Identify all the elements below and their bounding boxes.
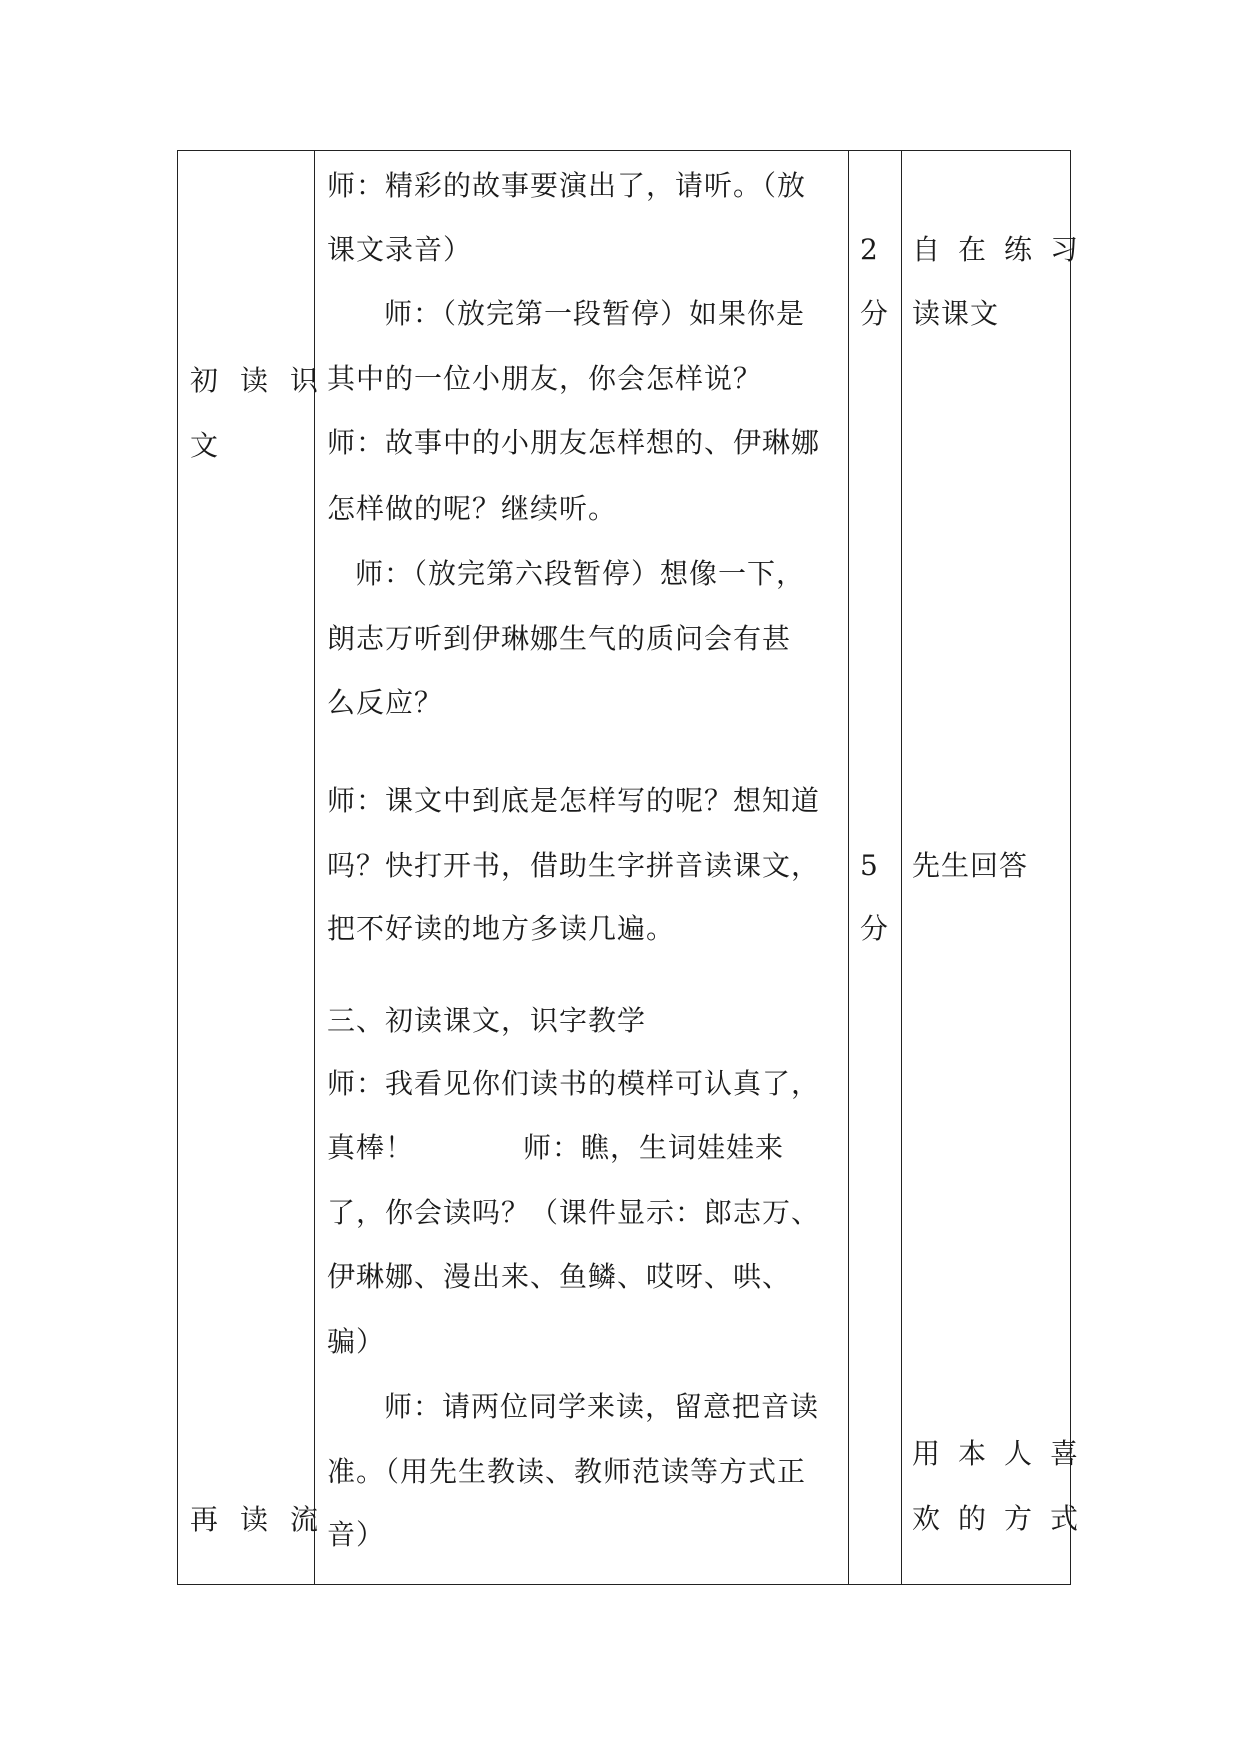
time-unit: 分: [860, 297, 890, 330]
student-activity: 读课文: [912, 297, 1000, 330]
process-line: 了，你会读吗？（课件显示：郎志万、: [327, 1196, 821, 1229]
student-activity: 自在练习: [912, 233, 1097, 266]
process-line: 师：（放完第六段暂停）想像一下，: [355, 557, 806, 590]
student-activity: 先生回答: [912, 849, 1029, 882]
process-line: 伊琳娜、漫出来、鱼鳞、哎呀、哄、: [327, 1260, 792, 1293]
stage-label-first-read-cont: 文: [190, 429, 220, 462]
time-value: 5: [860, 849, 879, 882]
process-line: 把不好读的地方多读几遍。: [327, 912, 676, 945]
process-line: 师：请两位同学来读，留意把音读: [384, 1390, 820, 1423]
process-line: 真棒！: [327, 1131, 415, 1164]
process-line: 师：精彩的故事要演出了，请听。（放: [327, 169, 807, 202]
process-line: 吗？快打开书，借助生字拼音读课文，: [327, 849, 821, 882]
process-line: 音）: [327, 1518, 386, 1551]
time-value: 2: [860, 233, 879, 266]
time-unit: 分: [860, 912, 890, 945]
process-line: 朗志万听到伊琳娜生气的质问会有甚: [327, 622, 792, 655]
column-divider-3: [901, 151, 902, 1584]
process-line: 么反应？: [327, 686, 444, 719]
process-line: 怎样做的呢？继续听。: [327, 492, 618, 525]
section-heading: 三、初读课文，识字教学: [327, 1004, 647, 1037]
student-activity: 欢的方式: [912, 1502, 1097, 1535]
process-line: 师：课文中到底是怎样写的呢？想知道: [327, 784, 821, 817]
process-line: 骗）: [327, 1325, 386, 1358]
column-divider-2: [848, 151, 849, 1584]
stage-label-reread: 再读流: [190, 1503, 341, 1536]
process-line: 准。（用先生教读、教师范读等方式正: [327, 1455, 807, 1488]
process-line: 师：瞧，生词娃娃来: [523, 1131, 785, 1164]
process-line: 师：（放完第一段暂停）如果你是: [384, 297, 806, 330]
process-line: 师：我看见你们读书的模样可认真了，: [327, 1067, 821, 1100]
process-line: 其中的一位小朋友，你会怎样说？: [327, 362, 763, 395]
process-line: 课文录音）: [327, 233, 473, 266]
process-line: 师：故事中的小朋友怎样想的、伊琳娜: [327, 426, 821, 459]
student-activity: 用本人喜: [912, 1437, 1097, 1470]
stage-label-first-read: 初读识: [190, 364, 341, 397]
